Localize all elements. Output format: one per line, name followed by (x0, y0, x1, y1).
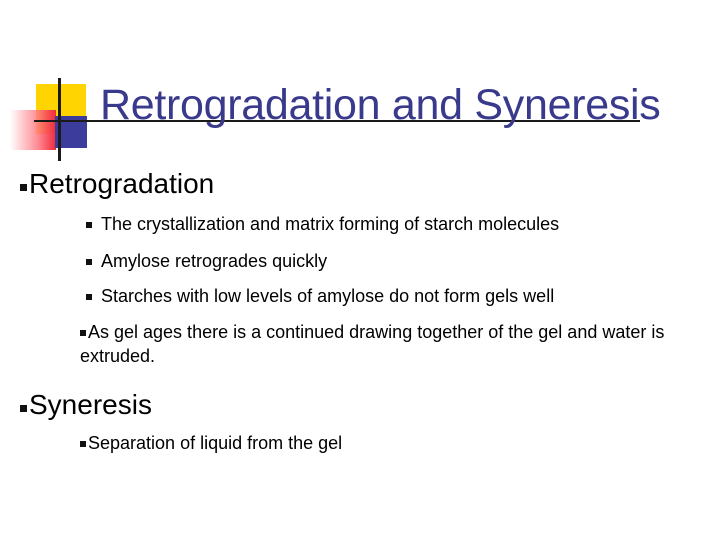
list-item (86, 215, 559, 233)
list-item (86, 287, 554, 305)
square-bullet-icon (80, 330, 86, 336)
square-bullet-icon (20, 184, 27, 191)
slide-title: Retrogradation and Syneresis (100, 81, 661, 129)
square-bullet-icon (86, 259, 92, 265)
section-heading: Retrogradation (29, 168, 215, 199)
list-item (86, 252, 327, 270)
list-item (80, 320, 680, 368)
logo-vertical-line (58, 78, 61, 161)
list-item (80, 434, 342, 452)
square-bullet-icon (20, 405, 27, 412)
list-item-text: Amylose retrogrades quickly (101, 251, 328, 271)
section-heading: Syneresis (29, 389, 152, 420)
list-item-text: Separation of liquid from the gel (88, 433, 343, 453)
slide-logo-icon (0, 0, 100, 170)
list-item-text: The crystallization and matrix forming of starch molecules (101, 214, 560, 234)
logo-red-square (10, 110, 56, 150)
bullet-syneresis (20, 391, 152, 419)
list-item-text: Starches with low levels of amylose do not form gels well (101, 286, 555, 306)
list-item-text: As gel ages there is a continued drawing together of the gel and water is extruded. (80, 322, 665, 366)
square-bullet-icon (86, 222, 92, 228)
square-bullet-icon (80, 441, 86, 447)
bullet-retrogradation (20, 170, 214, 198)
square-bullet-icon (86, 294, 92, 300)
